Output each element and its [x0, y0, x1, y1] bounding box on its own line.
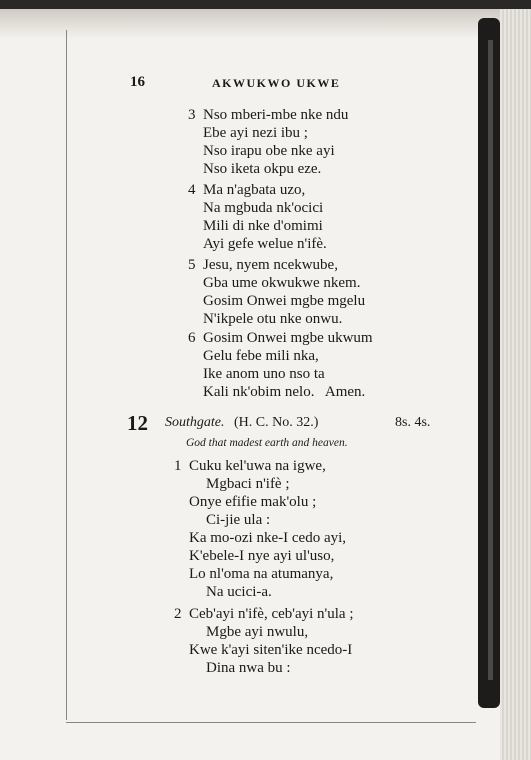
verse-line: Kali nk'obim nelo. Amen. — [203, 384, 366, 400]
verse-line: Gosim Onwei mgbe ukwum — [203, 330, 373, 346]
verse-line: Gelu febe mili nka, — [203, 348, 319, 364]
english-first-line: God that madest earth and heaven. — [186, 437, 348, 449]
verse-line: K'ebele-I nye ayi ul'uso, — [189, 548, 335, 564]
verse-line: Ayi gefe welue n'ifè. — [203, 236, 327, 252]
verse-line: Jesu, nyem ncekwube, — [203, 257, 338, 273]
verse-number: 1 — [174, 458, 182, 474]
running-head: AKWUKWO UKWE — [212, 76, 341, 90]
page-header — [120, 74, 480, 94]
verse-line: Na mgbuda nk'ocici — [203, 200, 324, 216]
verse-number: 3 — [188, 107, 196, 123]
page-right-margin — [500, 9, 531, 760]
verse-number: 4 — [188, 182, 196, 198]
verse-line: Gba ume okwukwe nkem. — [203, 275, 361, 291]
verse-line: Ebe ayi nezi ibu ; — [203, 125, 308, 141]
verse-line: Mili di nke d'omimi — [203, 218, 323, 234]
verse-line: Lo nl'oma na atumanya, — [189, 566, 334, 582]
verse-line: Nso iketa okpu eze. — [203, 161, 322, 177]
hymn-reference: (H. C. No. 32.) — [234, 415, 319, 430]
verse-line: Kwe k'ayi siten'ike ncedo-I — [189, 642, 353, 658]
verse-line: Ka mo-ozi nke-I cedo ayi, — [189, 530, 347, 546]
verse-line: Dina nwa bu : — [206, 660, 291, 676]
left-margin-rule — [66, 30, 67, 720]
page-top-edge — [0, 0, 531, 9]
verse-line: Nso mberi-mbe nke ndu — [203, 107, 349, 123]
verse-line: Nso irapu obe nke ayi — [203, 143, 335, 159]
verse-line: Ma n'agbata uzo, — [203, 182, 306, 198]
verse-number: 5 — [188, 257, 196, 273]
verse-line: Onye efifie mak'olu ; — [189, 494, 317, 510]
bottom-margin-rule — [66, 722, 476, 723]
verse-line: N'ikpele otu nke onwu. — [203, 311, 343, 327]
tune-name: Southgate. — [165, 415, 225, 430]
book-spine-highlight — [488, 40, 493, 680]
verse-number: 6 — [188, 330, 196, 346]
hymn-meter: 8s. 4s. — [395, 415, 431, 430]
verse-line: Cuku kel'uwa na igwe, — [189, 458, 326, 474]
verse-line: Mgbaci n'ifè ; — [206, 476, 290, 492]
verse-line: Ike anom uno nso ta — [203, 366, 325, 382]
verse-line: Mgbe ayi nwulu, — [206, 624, 309, 640]
verse-line: Ceb'ayi n'ifè, ceb'ayi n'ula ; — [189, 606, 354, 622]
verse-line: Gosim Onwei mgbe mgelu — [203, 293, 366, 309]
page-top-shadow — [0, 9, 531, 39]
verse-line: Na ucici-a. — [206, 584, 272, 600]
verse-number: 2 — [174, 606, 182, 622]
verse-line: Ci-jie ula : — [206, 512, 271, 528]
page-number: 16 — [130, 74, 145, 90]
hymn-number: 12 — [127, 411, 148, 435]
